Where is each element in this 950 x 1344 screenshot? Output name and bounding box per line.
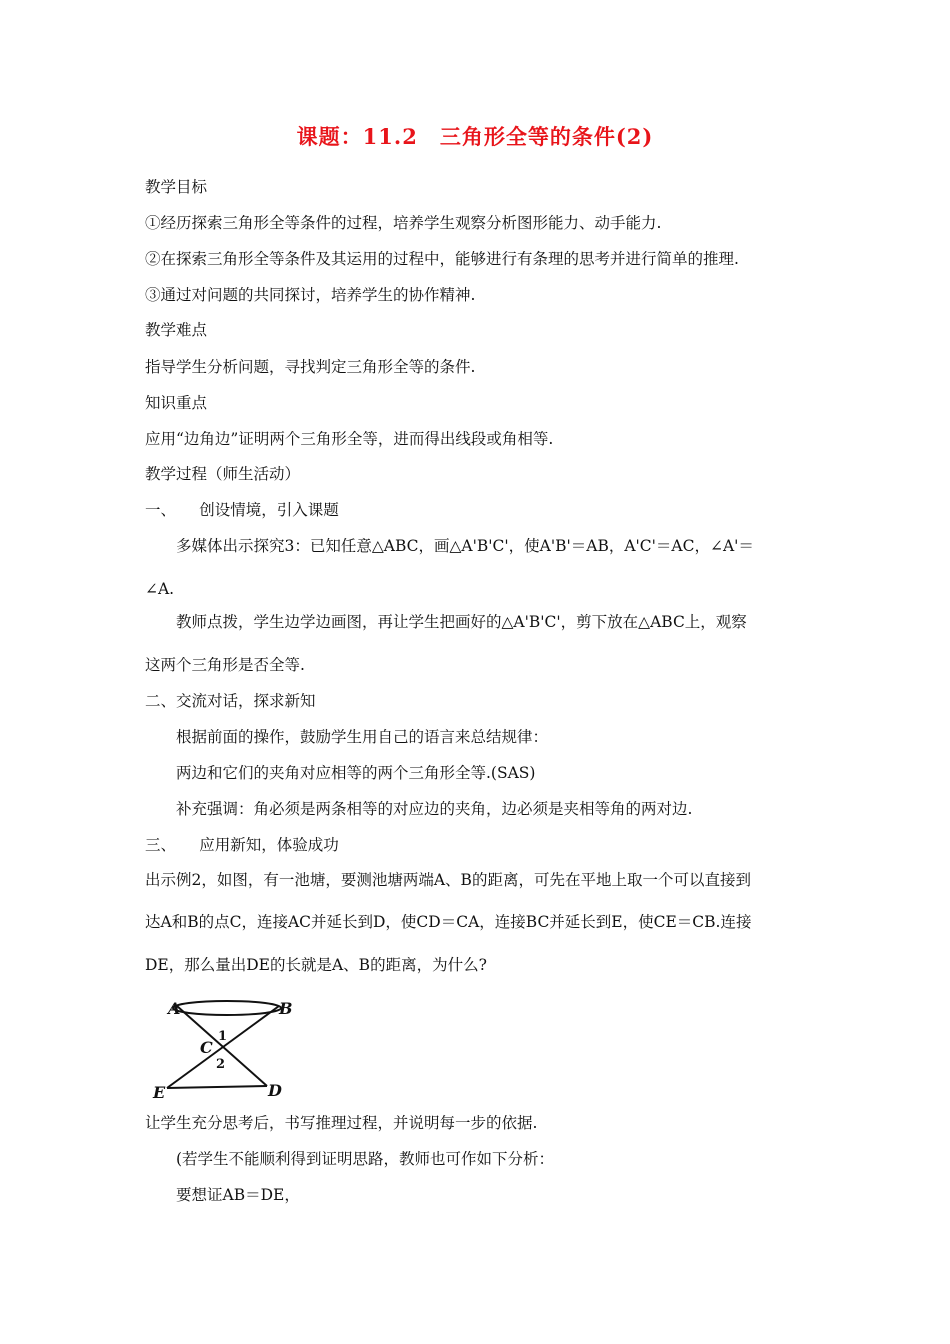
page-title: 课题：11.2 三角形全等的条件(2): [296, 124, 654, 149]
paragraph-line: 根据前面的操作，鼓励学生用自己的语言来总结规律：: [145, 728, 549, 746]
paragraph-line: 两边和它们的夹角对应相等的两个三角形全等.(SAS): [145, 764, 536, 782]
angle-2-label: 2: [216, 1057, 226, 1072]
pond-shape: [173, 1001, 281, 1015]
section-three-heading: 三、 应用新知，体验成功: [145, 836, 339, 854]
line-a-d: [177, 1006, 267, 1086]
paragraph-line: 多媒体出示探究3：已知任意△ABC，画△A'B'C'，使A'B'＝AB，A'C'＝AC，∠A'＝: [145, 537, 754, 555]
heading-key-points: 知识重点: [145, 394, 208, 412]
goal-item-3: ③通过对问题的共同探讨，培养学生的协作精神.: [145, 286, 476, 304]
paragraph-line: 出示例2，如图，有一池塘，要测池塘两端A、B的距离，可先在平地上取一个可以直接到: [145, 871, 751, 889]
goal-item-1: ①经历探索三角形全等条件的过程，培养学生观察分析图形能力、动手能力.: [145, 214, 662, 232]
heading-process: 教学过程（师生活动）: [145, 465, 301, 483]
paragraph-line: 补充强调：角必须是两条相等的对应边的夹角，边必须是夹相等角的两对边.: [145, 800, 693, 818]
paragraph-line: ∠A.: [145, 580, 175, 598]
goal-item-2: ②在探索三角形全等条件及其运用的过程中，能够进行有条理的思考并进行简单的推理.: [145, 250, 739, 268]
line-b-e: [167, 1006, 279, 1088]
paragraph-line: (若学生不能顺利得到证明思路，教师也可作如下分析：: [145, 1150, 555, 1168]
point-a-label: A: [168, 999, 181, 1018]
point-c-label: C: [200, 1038, 213, 1057]
key-points-text: 应用“边角边”证明两个三角形全等，进而得出线段或角相等.: [145, 430, 554, 448]
heading-difficulty: 教学难点: [145, 321, 208, 339]
line-e-d: [167, 1086, 267, 1088]
heading-teaching-goals: 教学目标: [145, 178, 208, 196]
point-e-label: E: [153, 1083, 166, 1102]
difficulty-text: 指导学生分析问题，寻找判定三角形全等的条件.: [145, 358, 476, 376]
section-one-heading: 一、 创设情境，引入课题: [145, 501, 339, 519]
pond-diagram: [145, 990, 305, 1102]
paragraph-line: 达A和B的点C，连接AC并延长到D，使CD＝CA，连接BC并延长到E，使CE＝CB.连接: [145, 913, 752, 931]
point-d-label: D: [268, 1081, 282, 1100]
section-two-heading: 二、交流对话，探求新知: [145, 692, 316, 710]
point-b-label: B: [279, 999, 293, 1018]
paragraph-line: 让学生充分思考后，书写推理过程，并说明每一步的依据.: [145, 1114, 538, 1132]
pond-figure: [145, 990, 305, 1102]
angle-1-label: 1: [218, 1029, 228, 1044]
paragraph-line: 教师点拨，学生边学边画图，再让学生把画好的△A'B'C'，剪下放在△ABC上，观察: [145, 613, 747, 631]
paragraph-line: DE，那么量出DE的长就是A、B的距离，为什么?: [145, 956, 487, 974]
paragraph-line: 这两个三角形是否全等.: [145, 656, 305, 674]
paragraph-line: 要想证AB＝DE，: [145, 1186, 300, 1204]
